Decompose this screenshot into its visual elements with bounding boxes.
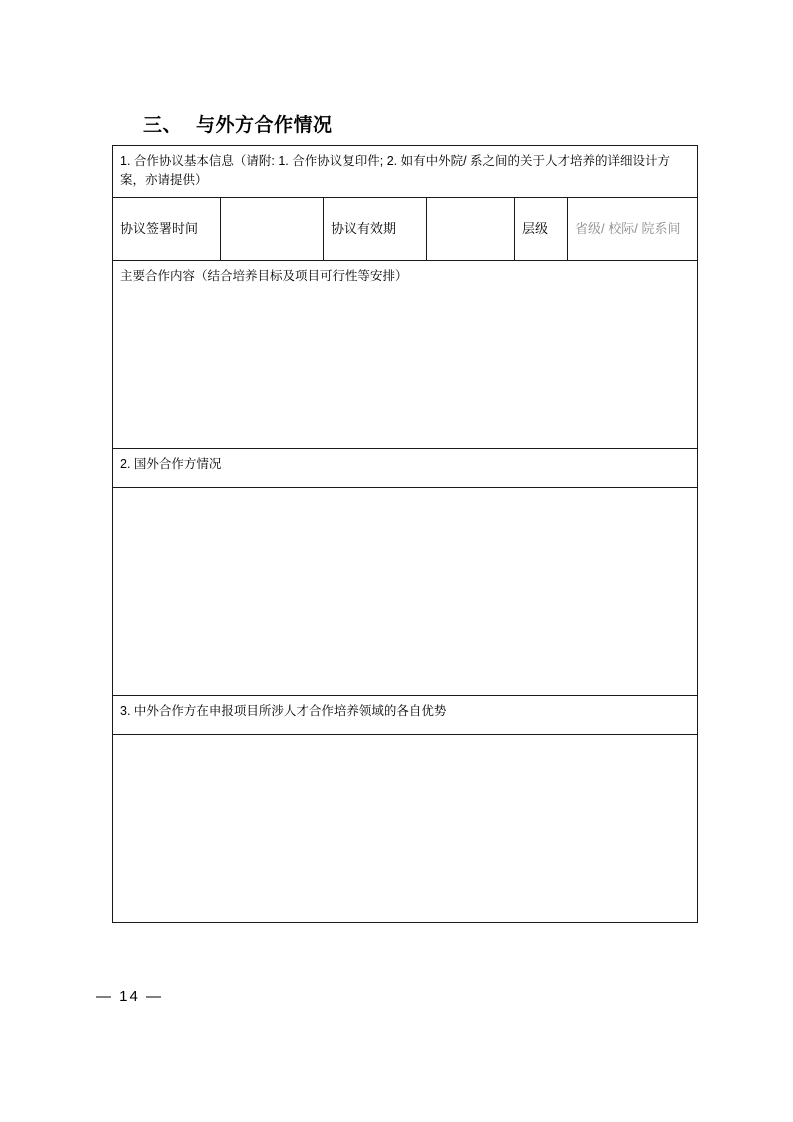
foreign-partner-input[interactable] (113, 487, 698, 695)
page-title (143, 110, 333, 137)
level-hint-text: 省级/ 校际/ 院系间 (568, 197, 698, 260)
table-row-advantages-header (113, 695, 698, 734)
input-sign-time[interactable] (221, 197, 324, 260)
table-row-main-content (113, 260, 698, 448)
advantages-input[interactable] (113, 734, 698, 922)
table-row-advantages-body (113, 734, 698, 922)
section-title-text: 与外方合作情况 (196, 115, 333, 136)
cooperation-info-table (112, 145, 698, 923)
table-row-foreign-partner-body (113, 487, 698, 695)
input-valid-period[interactable] (427, 197, 515, 260)
label-sign-time: 协议签署时间 (113, 197, 221, 260)
label-valid-period: 协议有效期 (324, 197, 427, 260)
table-row-agreement-header (113, 146, 698, 198)
table-row-foreign-partner-header (113, 448, 698, 487)
table-row-agreement-fields (113, 197, 698, 260)
section-index: 三、 (143, 115, 183, 136)
main-content-area[interactable]: 主要合作内容（结合培养目标及项目可行性等安排） (113, 260, 698, 448)
advantages-header: 3. 中外合作方在申报项目所涉人才合作培养领域的各自优势 (113, 695, 698, 734)
agreement-basic-info-header: 1. 合作协议基本信息（请附: 1. 合作协议复印件; 2. 如有中外院/ 系之间的关于人才培养的详细设计方案，亦请提供） (113, 146, 698, 198)
page-number: — 14 — (96, 988, 164, 1005)
label-level: 层级 (515, 197, 568, 260)
foreign-partner-header: 2. 国外合作方情况 (113, 448, 698, 487)
